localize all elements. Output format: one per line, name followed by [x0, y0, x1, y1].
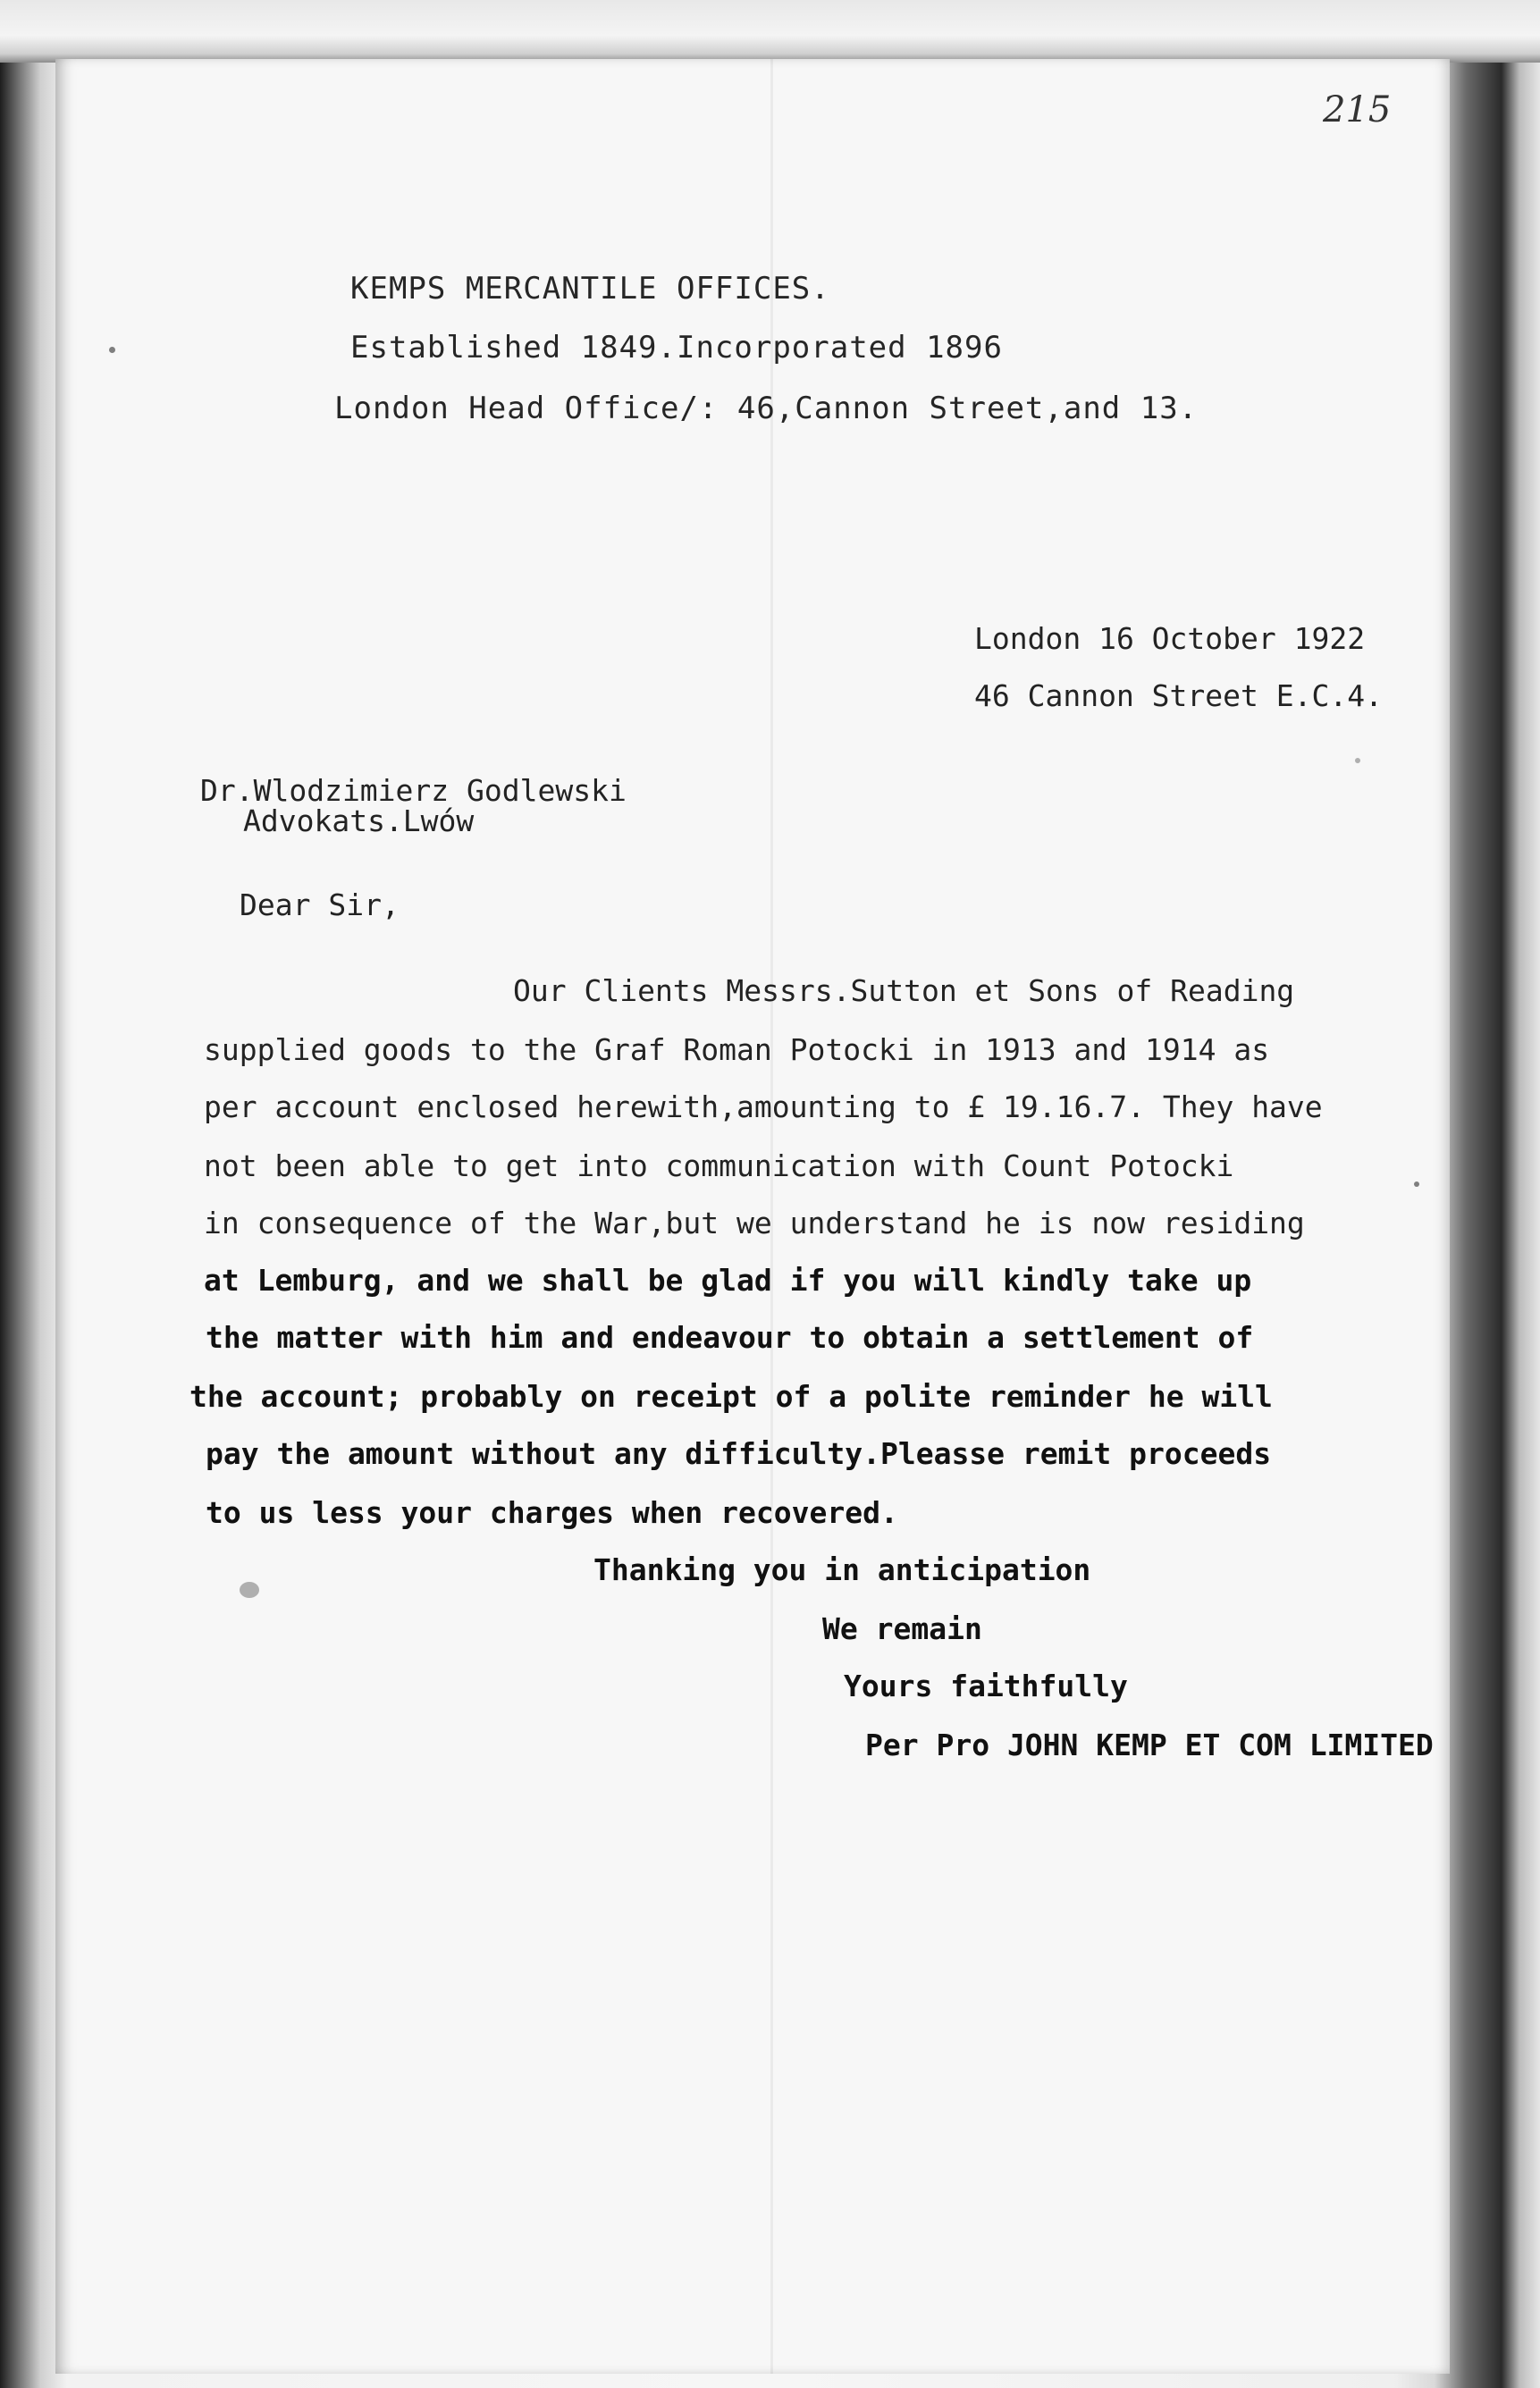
body-line: supplied goods to the Graf Roman Potocki in 1913 and 1914 as — [204, 1032, 1270, 1067]
body-line: Our Clients Messrs.Sutton et Sons of Reading — [513, 973, 1295, 1008]
body-line: to us less your charges when recovered. — [206, 1495, 898, 1530]
page-number: 215 — [1323, 89, 1392, 130]
scan-speck — [1355, 758, 1360, 763]
body-line: not been able to get into communication with Count Potocki — [204, 1148, 1234, 1183]
body-line: the matter with him and endeavour to obtain a settlement of — [206, 1320, 1254, 1355]
sender-address: 46 Cannon Street E.C.4. — [974, 678, 1383, 713]
letterhead-head-office: London Head Office/: 46,Cannon Street,and 13. — [334, 391, 1199, 426]
body-line: in consequence of the War,but we understand he is now residing — [204, 1206, 1305, 1240]
salutation: Dear Sir, — [240, 887, 400, 922]
closing-thanks: Thanking you in anticipation — [593, 1552, 1091, 1587]
scan-top-edge — [0, 0, 1540, 63]
scan-speck — [240, 1582, 259, 1598]
recipient-location: Advokats.Lwów — [243, 803, 475, 838]
body-line: pay the amount without any difficulty.Pleasse remit proceeds — [206, 1436, 1272, 1471]
closing-yours: Yours faithfully — [844, 1669, 1128, 1703]
letterhead-established: Established 1849.Incorporated 1896 — [350, 330, 1003, 366]
body-line: at Lemburg, and we shall be glad if you will kindly take up — [204, 1263, 1252, 1298]
letter-date: London 16 October 1922 — [974, 621, 1366, 656]
letterhead-company-name: KEMPS MERCANTILE OFFICES. — [350, 271, 830, 307]
closing-per-pro: Per Pro JOHN KEMP ET COM LIMITED — [865, 1730, 1434, 1760]
body-line: per account enclosed herewith,amounting to £ 19.16.7. They have — [204, 1089, 1323, 1124]
recipient-name: Dr.Wlodzimierz Godlewski — [200, 773, 627, 808]
closing-remain: We remain — [822, 1611, 982, 1646]
scan-speck — [109, 347, 115, 353]
body-line: the account; probably on receipt of a polite reminder he will — [189, 1379, 1273, 1414]
scan-speck — [1414, 1181, 1419, 1187]
